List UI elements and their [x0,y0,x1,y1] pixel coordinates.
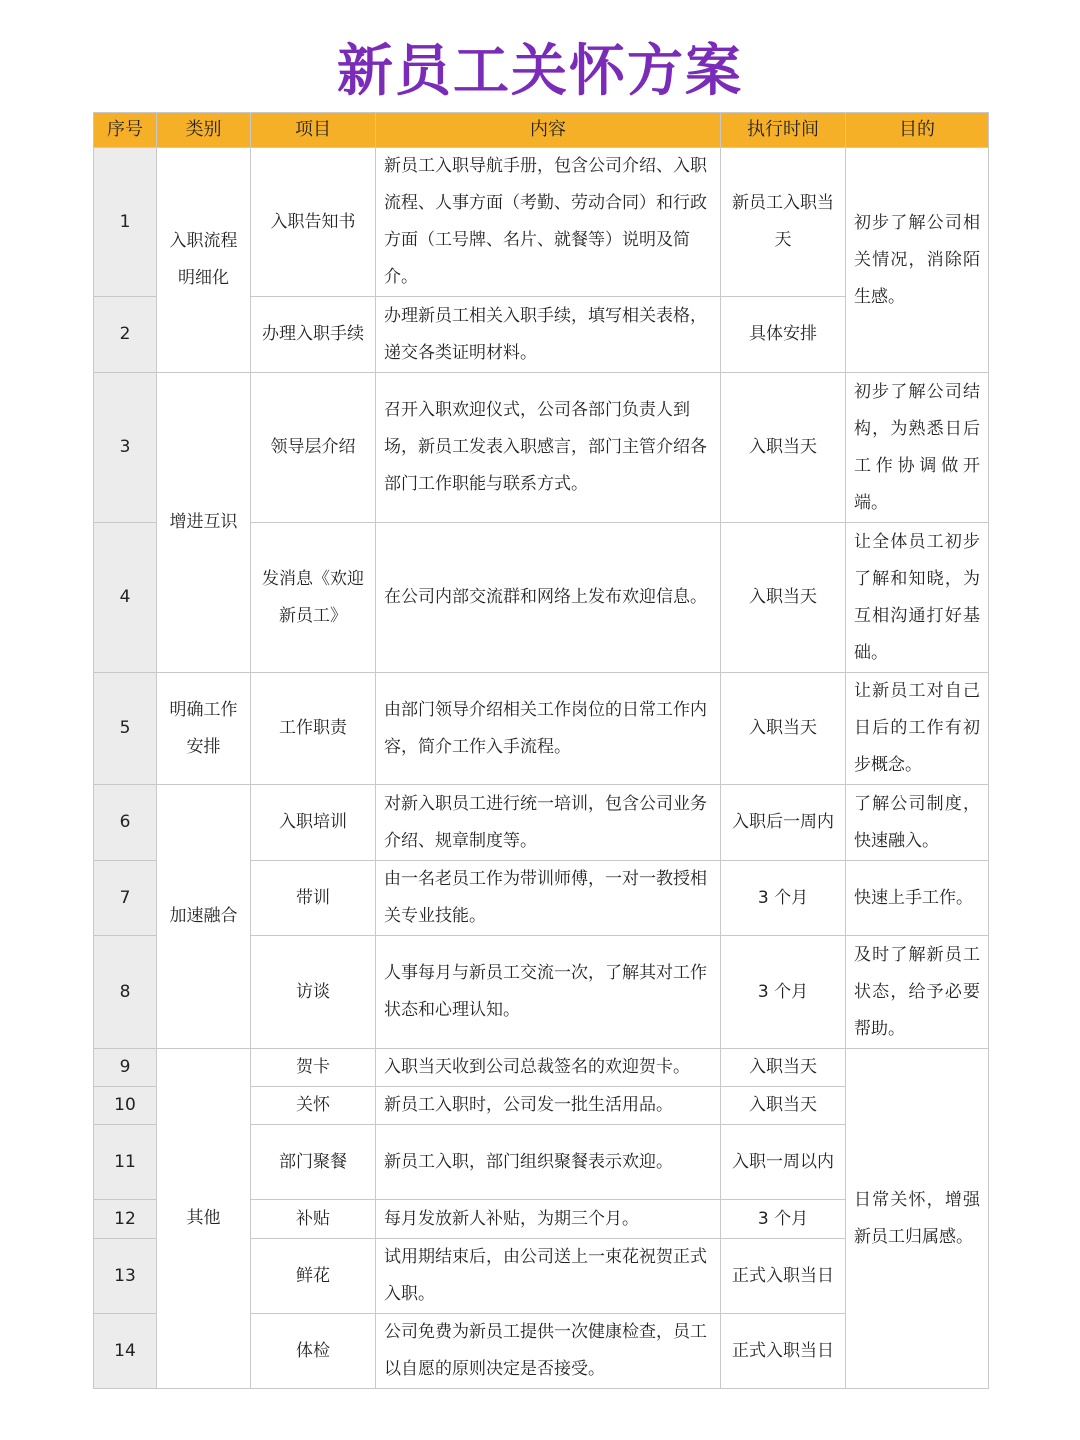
row-goal: 日常关怀，增强新员工归属感。 [846,1049,989,1389]
row-index: 14 [94,1314,157,1389]
row-content: 公司免费为新员工提供一次健康检查，员工以自愿的原则决定是否接受。 [376,1314,721,1389]
row-index: 5 [94,673,157,785]
row-item: 关怀 [251,1087,376,1125]
row-content: 新员工入职时，公司发一批生活用品。 [376,1087,721,1125]
row-content: 由一名老员工作为带训师傅，一对一教授相关专业技能。 [376,861,721,936]
row-goal: 初步了解公司相关情况，消除陌生感。 [846,148,989,373]
row-index: 8 [94,936,157,1049]
row-time: 入职当天 [721,373,846,523]
header-goal: 目的 [846,113,989,148]
table-row [94,785,989,861]
row-time: 3 个月 [721,861,846,936]
row-goal: 了解公司制度，快速融入。 [846,785,989,861]
row-content: 办理新员工相关入职手续，填写相关表格，递交各类证明材料。 [376,297,721,373]
row-content: 试用期结束后，由公司送上一束花祝贺正式入职。 [376,1239,721,1314]
row-index: 10 [94,1087,157,1125]
row-goal: 及时了解新员工状态，给予必要帮助。 [846,936,989,1049]
table-row [94,148,989,297]
row-time: 入职一周以内 [721,1125,846,1200]
row-item: 访谈 [251,936,376,1049]
header-time: 执行时间 [721,113,846,148]
row-content: 人事每月与新员工交流一次，了解其对工作状态和心理认知。 [376,936,721,1049]
row-time: 正式入职当日 [721,1239,846,1314]
row-goal: 初步了解公司结构，为熟悉日后工作协调做开端。 [846,373,989,523]
row-time: 具体安排 [721,297,846,373]
header-index: 序号 [94,113,157,148]
row-index: 9 [94,1049,157,1087]
table-header-row [94,113,989,148]
row-goal: 快速上手工作。 [846,861,989,936]
row-index: 11 [94,1125,157,1200]
row-time: 入职当天 [721,673,846,785]
page-title: 新员工关怀方案 [337,39,743,104]
table-row [94,1049,989,1087]
row-index: 2 [94,297,157,373]
row-index: 3 [94,373,157,523]
row-item: 部门聚餐 [251,1125,376,1200]
row-item: 办理入职手续 [251,297,376,373]
row-index: 12 [94,1200,157,1239]
row-content: 在公司内部交流群和网络上发布欢迎信息。 [376,523,721,673]
row-content: 由部门领导介绍相关工作岗位的日常工作内容，简介工作入手流程。 [376,673,721,785]
row-index: 7 [94,861,157,936]
row-category: 其他 [157,1049,251,1389]
row-time: 入职当天 [721,1087,846,1125]
row-index: 13 [94,1239,157,1314]
row-time: 入职当天 [721,523,846,673]
row-item: 入职培训 [251,785,376,861]
header-item: 项目 [251,113,376,148]
row-time: 入职后一周内 [721,785,846,861]
row-content: 对新入职员工进行统一培训，包含公司业务介绍、规章制度等。 [376,785,721,861]
row-item: 工作职责 [251,673,376,785]
row-item: 发消息《欢迎新员工》 [251,523,376,673]
row-category: 增进互识 [157,373,251,673]
row-time: 正式入职当日 [721,1314,846,1389]
row-content: 入职当天收到公司总裁签名的欢迎贺卡。 [376,1049,721,1087]
row-index: 4 [94,523,157,673]
row-item: 贺卡 [251,1049,376,1087]
row-item: 带训 [251,861,376,936]
row-index: 1 [94,148,157,297]
row-content: 新员工入职，部门组织聚餐表示欢迎。 [376,1125,721,1200]
row-time: 新员工入职当天 [721,148,846,297]
row-item: 鲜花 [251,1239,376,1314]
table-row [94,673,989,785]
row-goal: 让全体员工初步了解和知晓，为互相沟通打好基础。 [846,523,989,673]
header-content: 内容 [376,113,721,148]
row-category: 明确工作安排 [157,673,251,785]
row-category: 加速融合 [157,785,251,1049]
table-row [94,373,989,523]
row-item: 入职告知书 [251,148,376,297]
row-goal: 让新员工对自己日后的工作有初步概念。 [846,673,989,785]
row-content: 召开入职欢迎仪式，公司各部门负责人到场，新员工发表入职感言，部门主管介绍各部门工作职能与联系方式。 [376,373,721,523]
row-item: 补贴 [251,1200,376,1239]
care-plan-table [93,112,989,1389]
row-time: 3 个月 [721,936,846,1049]
row-item: 领导层介绍 [251,373,376,523]
row-time: 3 个月 [721,1200,846,1239]
row-content: 每月发放新人补贴，为期三个月。 [376,1200,721,1239]
row-index: 6 [94,785,157,861]
row-item: 体检 [251,1314,376,1389]
header-category: 类别 [157,113,251,148]
row-category: 入职流程明细化 [157,148,251,373]
row-time: 入职当天 [721,1049,846,1087]
row-content: 新员工入职导航手册，包含公司介绍、入职流程、人事方面（考勤、劳动合同）和行政方面（工号牌、名片、就餐等）说明及简介。 [376,148,721,297]
